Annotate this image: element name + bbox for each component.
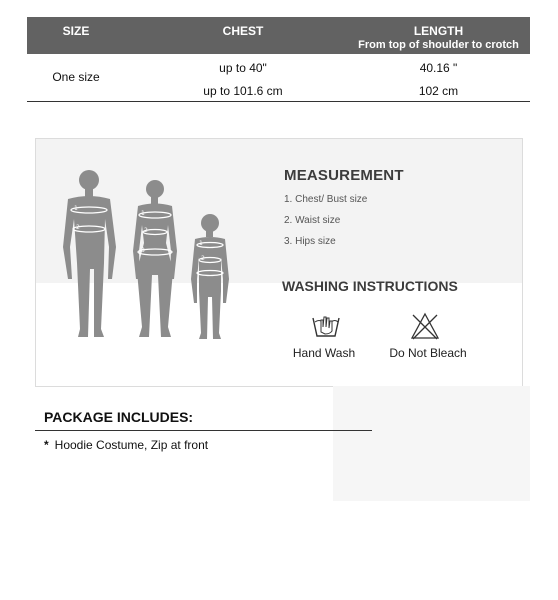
figure-mark: 2 — [201, 255, 205, 262]
measurement-item: 3. Hips size — [284, 236, 336, 247]
figure-mark: 1 — [141, 210, 145, 217]
size-header: SIZE — [62, 24, 90, 38]
size-table-row — [27, 54, 530, 102]
package-title: PACKAGE INCLUDES: — [44, 409, 194, 425]
package-divider — [35, 430, 372, 431]
measurement-item: 2. Waist size — [284, 215, 341, 226]
bullet: * — [44, 438, 49, 452]
chest-header: CHEST — [222, 24, 264, 38]
figure-mark: 1 — [199, 240, 203, 247]
hand-wash-label: Hand Wash — [292, 346, 356, 360]
do-not-bleach-label: Do Not Bleach — [389, 346, 467, 360]
length-value-cm: 102 cm — [418, 84, 459, 98]
length-subheader: From top of shoulder to crotch — [358, 39, 519, 51]
package-item — [44, 438, 208, 452]
figure-mark: 3 — [141, 247, 145, 254]
measurement-item: 1. Chest/ Bust size — [284, 194, 368, 205]
figure-mark: 2 — [144, 227, 148, 234]
body-silhouettes-icon — [46, 167, 236, 372]
do-not-bleach-icon — [410, 312, 440, 340]
package-side-background — [333, 386, 530, 501]
chest-value-inches: up to 40" — [219, 61, 267, 75]
length-value-inches: 40.16 " — [419, 61, 458, 75]
washing-instructions-title: WASHING INSTRUCTIONS — [282, 278, 458, 294]
figure-mark: 2 — [76, 224, 80, 231]
size-value: One size — [52, 70, 100, 84]
body-measurement-figures — [46, 167, 236, 372]
hand-wash-icon — [311, 312, 341, 338]
info-panel — [35, 138, 523, 387]
measurement-title: MEASUREMENT — [284, 167, 404, 184]
package-item-label: Hoodie Costume, Zip at front — [54, 438, 209, 452]
size-table — [27, 17, 530, 102]
chest-value-cm: up to 101.6 cm — [203, 84, 283, 98]
figure-mark: 1 — [74, 205, 78, 212]
size-table-header — [27, 17, 530, 54]
length-header: LENGTH — [413, 24, 464, 38]
